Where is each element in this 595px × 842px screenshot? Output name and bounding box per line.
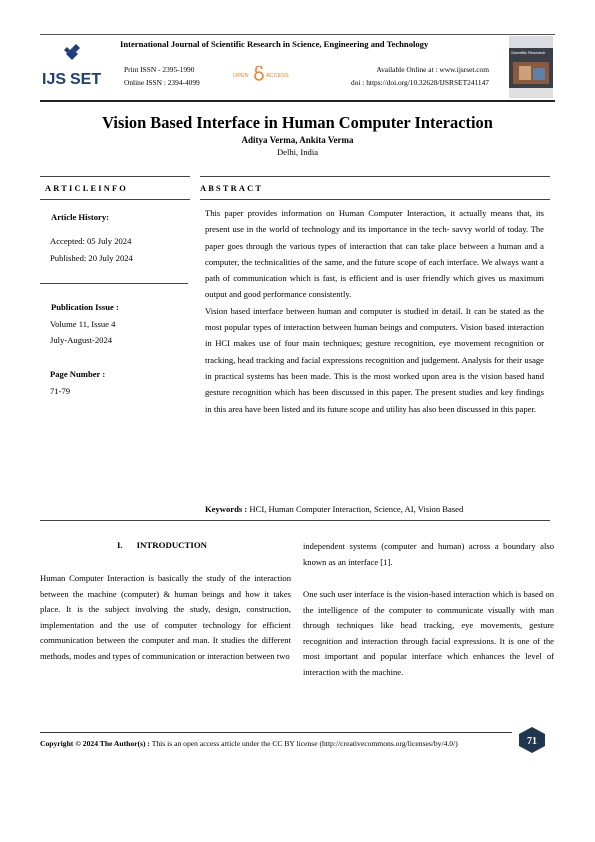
accepted-date: Accepted: 05 July 2024 [50, 236, 132, 246]
keywords-label: Keywords : [205, 504, 248, 514]
paper-title: Vision Based Interface in Human Computer Interaction [102, 113, 493, 132]
page-number-label: Page Number : [50, 369, 106, 379]
footer-rule [40, 732, 512, 733]
right-column-paragraph-1: independent systems (computer and human) across a boundary also known as an interface [1]. [303, 541, 554, 567]
publication-issue-label: Publication Issue : [51, 302, 119, 312]
logo-text-right: SET [70, 71, 102, 88]
journal-logo [42, 44, 104, 90]
affiliation-place: Delhi, India [276, 147, 319, 157]
page-range: 71-79 [50, 386, 71, 396]
published-date: Published: 20 July 2024 [50, 253, 133, 263]
left-column-text: Human Computer Interaction is basically the study of the interaction between the machine (computer) & human beings and how it takes place. It is the subject involving the study, design, construction, implementation and the use of computer technology for efficient communication between the computer and man. It studies the different methods, modes and types of communication or interaction between two [40, 573, 291, 661]
section-heading [117, 540, 207, 550]
info-heading-rule [40, 199, 190, 200]
abstract-body [205, 205, 544, 417]
abstract-paragraph-1: This paper provides information on Human Computer Interaction, it actually means that, its present use in the world of technology and its importance in the tech- savvy world of today. The paper goes through the various types of interaction that can take place between a human and a computer, the technicalities of the same, and the future scope of each interface. We always want a path of communication which is fast, is efficient and is user friendly which gives us maximum output and good performance consistently. [205, 208, 544, 300]
right-column-paragraph-2: One such user interface is the vision-based interaction which is based on the intelligence of the computer to communicate visually with man through techniques like head tracking, eye movements, gesture recognition and interaction through facial expressions. It is one of the most important and popular interface which enhances the level of interaction with the machine. [303, 589, 554, 677]
header-top-rule [40, 34, 555, 35]
keywords-text: HCI, Human Computer Interaction, Science, AI, Vision Based [247, 504, 464, 514]
open-access-left: OPEN [233, 73, 249, 79]
doi: doi : https://doi.org/10.32628/IJSRSET241147 [351, 78, 489, 87]
abstract-top-rule [200, 176, 550, 177]
copyright-text: This is an open access article under the CC BY license (http://creativecommons.org/licenses/by/4.0/) [149, 739, 458, 748]
info-mid-rule [40, 283, 188, 284]
article-info-heading: ARTICLEINFO [45, 184, 129, 193]
available-online: Available Online at : www.ijsrset.com [376, 65, 489, 74]
page-number: 71 [527, 736, 537, 747]
open-lock-icon [255, 66, 263, 80]
article-history-label: Article History: [51, 212, 109, 222]
abstract-paragraph-2: Vision based interface between human and computer is studied in detail. It can be stated as the most popular types of interaction between human beings and computers. Vision based interaction in HCI makes use of four main techniques; gesture recognition, eye movement recognition or tracking, head tracking and facial expressions recognition and judgement. Analysis for their usage in practical systems has been made. This is the most worked upon area is the vision based hand gesture recognition which has been discussed in this paper. The present studies and key findings in this area have been listed and its future scope and utility has also been discussed in this paper. [205, 305, 544, 414]
print-issn: Print ISSN - 2395-1990 [124, 65, 195, 74]
header-bottom-rule [40, 100, 555, 102]
copyright-label: Copyright © 2024 The Author(s) : [40, 739, 150, 748]
online-issn: Online ISSN : 2394-4099 [124, 78, 200, 87]
authors: Aditya Verma, Ankita Verma [241, 135, 354, 145]
open-access-right: ACCESS [266, 73, 289, 79]
journal-cover-thumbnail [509, 36, 553, 98]
abstract-heading-rule [200, 199, 550, 200]
issue-months: July-August-2024 [50, 335, 113, 345]
volume-issue: Volume 11, Issue 4 [50, 319, 116, 329]
open-access-logo [233, 66, 293, 82]
section-number: I. [117, 540, 123, 550]
abstract-heading: ABSTRACT [200, 184, 264, 193]
page-number-badge [518, 727, 546, 753]
logo-text-left: IJS [42, 71, 67, 88]
abstract-bottom-rule [40, 520, 550, 521]
journal-name: International Journal of Scientific Research in Science, Engineering and Technology [120, 39, 429, 49]
info-top-rule [40, 176, 190, 177]
section-title: INTRODUCTION [136, 540, 208, 550]
copyright-notice [40, 737, 510, 750]
keywords-line [205, 504, 544, 514]
cover-label: Scientific Research [511, 50, 546, 55]
